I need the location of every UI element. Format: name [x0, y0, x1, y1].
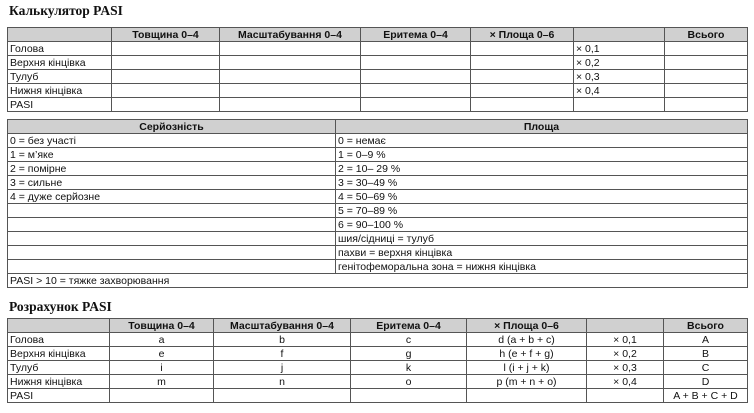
table-row: [8, 84, 748, 98]
area-cell: 4 = 50–69 %: [336, 190, 748, 204]
input-cell[interactable]: [220, 42, 361, 56]
area-cell: 1 = 0–9 %: [336, 148, 748, 162]
calc-header-erythema: Еритема 0–4: [361, 28, 471, 42]
scaling-cell: [214, 389, 351, 403]
area-cell: h (e + f + g): [467, 347, 587, 361]
input-cell[interactable]: [361, 42, 471, 56]
row-label: PASI: [8, 389, 110, 403]
factor-cell: × 0,1: [574, 42, 665, 56]
severity-cell: 3 = сильне: [8, 176, 336, 190]
area-cell: l (i + j + k): [467, 361, 587, 375]
legend-row: [8, 176, 748, 190]
row-label: Голова: [8, 333, 110, 347]
severity-cell: [8, 232, 336, 246]
row-label: Голова: [8, 42, 112, 56]
factor-cell: × 0,1: [587, 333, 664, 347]
input-cell[interactable]: [471, 42, 574, 56]
area-cell: d (a + b + c): [467, 333, 587, 347]
scaling-cell: b: [214, 333, 351, 347]
area-cell: шия/сідниці = тулуб: [336, 232, 748, 246]
area-cell: генітофеморальна зона = нижня кінцівка: [336, 260, 748, 274]
thickness-cell: e: [110, 347, 214, 361]
area-cell: 5 = 70–89 %: [336, 204, 748, 218]
row-label: Тулуб: [8, 361, 110, 375]
thickness-cell: i: [110, 361, 214, 375]
factor-cell: × 0,3: [574, 70, 665, 84]
scaling-cell: n: [214, 375, 351, 389]
computation-title: Розрахунок PASI: [9, 299, 112, 314]
input-cell[interactable]: [220, 70, 361, 84]
factor-cell: × 0,3: [587, 361, 664, 375]
table-row: [8, 361, 748, 375]
severity-cell: [8, 218, 336, 232]
severity-cell: 0 = без участі: [8, 134, 336, 148]
input-cell[interactable]: [471, 84, 574, 98]
total-cell: C: [664, 361, 748, 375]
thickness-cell: m: [110, 375, 214, 389]
severity-cell: [8, 204, 336, 218]
table-row: [8, 70, 748, 84]
calculator-title: Калькулятор PASI: [9, 3, 123, 18]
factor-cell: × 0,2: [587, 347, 664, 361]
severity-cell: 4 = дуже серйозне: [8, 190, 336, 204]
calc-header-factor: [574, 28, 665, 42]
input-cell[interactable]: [361, 84, 471, 98]
legend-row: [8, 134, 748, 148]
thickness-cell: a: [110, 333, 214, 347]
input-cell[interactable]: [361, 70, 471, 84]
thickness-cell: [110, 389, 214, 403]
calculator-table: [7, 27, 748, 112]
input-cell[interactable]: [112, 70, 220, 84]
computation-table: [7, 318, 748, 403]
erythema-cell: k: [351, 361, 467, 375]
area-cell: p (m + n + o): [467, 375, 587, 389]
table-row: [8, 375, 748, 389]
legend-row: [8, 218, 748, 232]
factor-cell: [587, 389, 664, 403]
area-cell: 3 = 30–49 %: [336, 176, 748, 190]
legend-row: [8, 260, 748, 274]
severity-cell: [8, 260, 336, 274]
row-label: PASI: [8, 98, 112, 112]
factor-cell: × 0,4: [574, 84, 665, 98]
table-row: [8, 389, 748, 403]
comp-header-factor: [587, 319, 664, 333]
severity-cell: 1 = м’яке: [8, 148, 336, 162]
table-row: [8, 98, 748, 112]
calc-header-blank: [8, 28, 112, 42]
factor-cell: × 0,4: [587, 375, 664, 389]
comp-header-total: Всього: [664, 319, 748, 333]
table-row: [8, 56, 748, 70]
input-cell[interactable]: [471, 70, 574, 84]
input-cell[interactable]: [112, 84, 220, 98]
calc-header-thickness: Товщина 0–4: [112, 28, 220, 42]
pasi-formula-cell: A + B + C + D: [664, 389, 748, 403]
row-label: Верхня кінцівка: [8, 347, 110, 361]
calc-header-area: × Площа 0–6: [471, 28, 574, 42]
severity-cell: [8, 246, 336, 260]
total-cell[interactable]: [665, 56, 748, 70]
area-cell: 6 = 90–100 %: [336, 218, 748, 232]
input-cell[interactable]: [220, 56, 361, 70]
total-cell[interactable]: [665, 70, 748, 84]
total-cell[interactable]: [665, 42, 748, 56]
input-cell[interactable]: [112, 56, 220, 70]
scaling-cell: j: [214, 361, 351, 375]
calculator-header-row: [8, 28, 748, 42]
area-cell: 2 = 10– 29 %: [336, 162, 748, 176]
total-cell[interactable]: [665, 84, 748, 98]
area-cell: [467, 389, 587, 403]
table-row: [8, 333, 748, 347]
factor-cell: [574, 98, 665, 112]
input-cell[interactable]: [220, 84, 361, 98]
legend-header-area: Площа: [336, 120, 748, 134]
total-cell: A: [664, 333, 748, 347]
row-label: Верхня кінцівка: [8, 56, 112, 70]
legend-header-severity: Серйозність: [8, 120, 336, 134]
comp-header-scaling: Масштабування 0–4: [214, 319, 351, 333]
legend-row: [8, 246, 748, 260]
comp-header-area: × Площа 0–6: [467, 319, 587, 333]
erythema-cell: g: [351, 347, 467, 361]
legend-row: [8, 148, 748, 162]
severity-cell: 2 = помірне: [8, 162, 336, 176]
factor-cell: × 0,2: [574, 56, 665, 70]
erythema-cell: [351, 389, 467, 403]
legend-row: [8, 204, 748, 218]
legend-footer-row: [8, 274, 748, 288]
computation-header-row: [8, 319, 748, 333]
legend-row: [8, 232, 748, 246]
row-label: Нижня кінцівка: [8, 375, 110, 389]
erythema-cell: c: [351, 333, 467, 347]
pasi-total-cell[interactable]: [665, 98, 748, 112]
calc-header-scaling: Масштабування 0–4: [220, 28, 361, 42]
row-label: Тулуб: [8, 70, 112, 84]
table-row: [8, 42, 748, 56]
input-cell[interactable]: [361, 56, 471, 70]
scaling-cell: f: [214, 347, 351, 361]
area-cell: 0 = немає: [336, 134, 748, 148]
legend-header-row: [8, 120, 748, 134]
comp-header-erythema: Еритема 0–4: [351, 319, 467, 333]
total-cell: B: [664, 347, 748, 361]
area-cell: пахви = верхня кінцівка: [336, 246, 748, 260]
legend-row: [8, 190, 748, 204]
comp-header-blank: [8, 319, 110, 333]
input-cell[interactable]: [471, 56, 574, 70]
calc-header-total: Всього: [665, 28, 748, 42]
comp-header-thickness: Товщина 0–4: [110, 319, 214, 333]
legend-table: [7, 119, 748, 288]
row-label: Нижня кінцівка: [8, 84, 112, 98]
input-cell[interactable]: [112, 42, 220, 56]
erythema-cell: o: [351, 375, 467, 389]
table-row: [8, 347, 748, 361]
legend-footer: PASI > 10 = тяжке захворювання: [8, 274, 748, 288]
total-cell: D: [664, 375, 748, 389]
legend-row: [8, 162, 748, 176]
